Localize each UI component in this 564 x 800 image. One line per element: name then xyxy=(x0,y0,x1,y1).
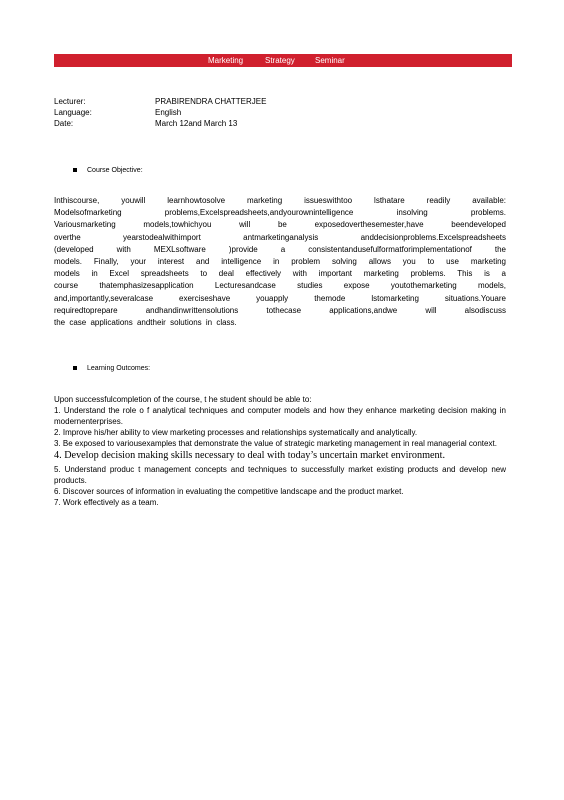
date-value: March 12and March 13 xyxy=(155,119,238,128)
outcomes-intro: Upon successfulcompletion of the course, t he student should be able to: xyxy=(54,395,312,404)
objective-line: Modelsofmarketing problems,Excelspreadsheets,andyourownintelligence insolving problems. xyxy=(54,208,506,218)
bullet-icon xyxy=(73,366,77,370)
outcome-item: 5. Understand produc t management concepts and techniques to successfully market existing products and develop new products. xyxy=(54,464,506,485)
course-objective-heading xyxy=(73,166,143,175)
objective-line: course thatemphasizesapplication Lecturesandcase studies expose youtothemarketing models, xyxy=(54,281,506,291)
banner-word-strategy: Strategy xyxy=(265,56,295,65)
objective-line: models in Excel spreadsheets to deal effectively with important marketing problems. This is a xyxy=(54,269,506,279)
objective-line: (developed with MEXLsoftware )provide a consistentandusefulformatforimplementationof the xyxy=(54,244,506,254)
objective-line: and,importantly,severalcase exerciseshave youapply themode lstomarketing situations.Youare xyxy=(54,293,506,303)
objective-line: Variousmarketing models,towhichyou will be exposedoverthesemester,have beendeveloped xyxy=(54,220,506,230)
objective-line: requiredtoprepare andhandinwrittensolutions tothecase applications,andwe will alsodiscuss xyxy=(54,305,506,315)
title-banner xyxy=(54,54,512,67)
outcome-item: 1. Understand the role o f analytical techniques and computer models and how they enhance marketing decision making in modernenterprises. xyxy=(54,406,506,426)
language-label: Language: xyxy=(54,108,92,117)
objective-line: the case applications andtheir solutions in class. xyxy=(54,318,237,328)
date-label: Date: xyxy=(54,119,74,128)
lecturer-label: Lecturer: xyxy=(54,97,86,106)
banner-word-marketing: Marketing xyxy=(208,56,244,65)
outcome-item: 3. Be exposed to variousexamples that demonstrate the value of strategic marketing management in real managerial context. xyxy=(54,439,497,448)
language-value: English xyxy=(155,108,182,117)
objective-line: models. Finally, your interest and intelligence in problem solving allows you to use marketing xyxy=(54,257,506,267)
lecturer-value: PRABIRENDRA CHATTERJEE xyxy=(155,97,267,106)
learning-outcomes-heading xyxy=(73,364,150,373)
learning-outcomes-list xyxy=(54,394,506,508)
banner-word-seminar: Seminar xyxy=(315,56,345,65)
outcome-item: 2. Improve his/her ability to view marketing processes and relationships systematically and analytically. xyxy=(54,428,418,437)
course-objective-paragraph xyxy=(54,195,506,329)
course-objective-heading-text: Course Objective: xyxy=(87,167,143,174)
outcome-item: 4. Develop decision making skills necessary to deal with today’s uncertain market environment. xyxy=(54,450,445,461)
learning-outcomes-heading-text: Learning Outcomes: xyxy=(87,365,151,372)
outcome-item: 7. Work effectively as a team. xyxy=(54,497,159,507)
objective-line: Inthiscourse, youwill learnhowtosolve marketing issueswithtoo lsthatare readily available: xyxy=(54,196,506,205)
bullet-icon xyxy=(73,168,77,172)
objective-line: overthe yearstodealwithimport antmarketinganalysis anddecisionproblems.Excelspreadsheets xyxy=(54,232,506,242)
outcome-item: 6. Discover sources of information in evaluating the competitive landscape and the product market. xyxy=(54,486,404,496)
